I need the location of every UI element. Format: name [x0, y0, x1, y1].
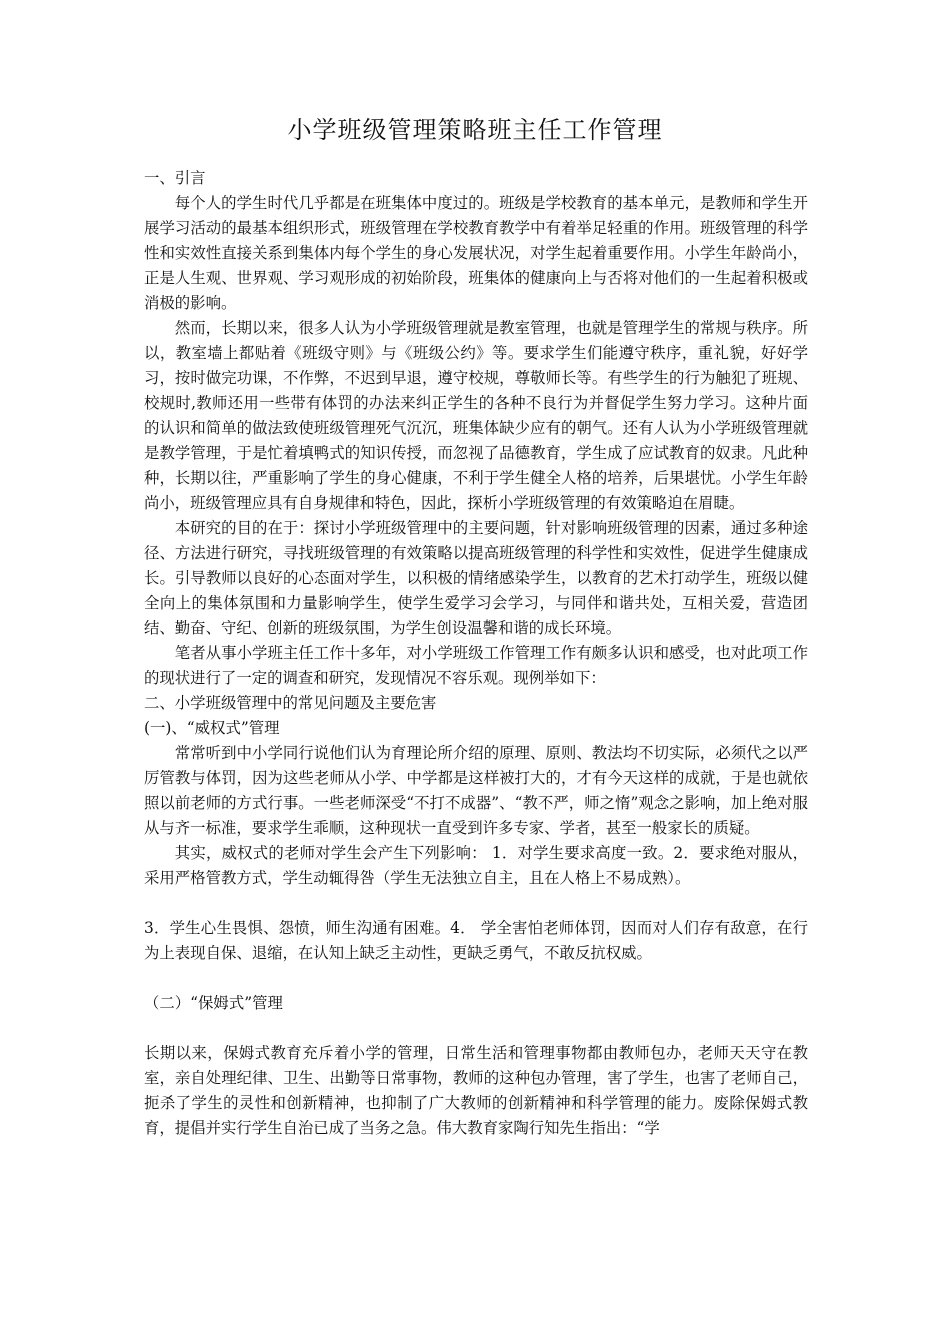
subsection-heading-authoritarian: (一)、“威权式”管理	[144, 719, 280, 737]
paragraph: 每个人的学生时代几乎都是在班集体中度过的。班级是学校教育的基本单元，是教师和学生开展学习活动的最基本组织形式，班级管理在学校教育教学中有着举足轻重的作用。班级管理的科学性和实效性直接关系到集体内每个学生的身心发展状况，对学生起着重要作用。小学生年龄尚小，正是人生观、世界观、学习观形成的初始阶段，班集体的健康向上与否将对他们的一生起着积极或消极的影响。	[144, 194, 808, 312]
section-heading-intro: 一、引言	[144, 169, 206, 187]
paragraph: 笔者从事小学班主任工作十多年，对小学班级工作管理工作有颇多认识和感受，也对此项工作的现状进行了一定的调查和研究，发现情况不容乐观。现例举如下：	[144, 644, 808, 687]
subsection-heading-nanny: （二）“保姆式”管理	[144, 994, 283, 1012]
document-body	[144, 166, 808, 1141]
paragraph: 常常听到中小学同行说他们认为育理论所介绍的原理、原则、教法均不切实际，必须代之以严厉管教与体罚，因为这些老师从小学、中学都是这样被打大的，才有今天这样的成就，于是也就依照以前老师的方式行事。一些老师深受“不打不成器”、“教不严，师之惰”观念之影响，加上绝对服从与齐一标准，要求学生乖顺，这种现状一直受到许多专家、学者，甚至一般家长的质疑。	[144, 744, 808, 837]
paragraph: 然而，长期以来，很多人认为小学班级管理就是教室管理，也就是管理学生的常规与秩序。所以，教室墙上都贴着《班级守则》与《班级公约》等。要求学生们能遵守秩序，重礼貌，好好学习，按时做完功课，不作弊，不迟到早退，遵守校规，尊敬师长等。有些学生的行为触犯了班规、校规时,教师还用一些带有体罚的办法来纠正学生的各种不良行为并督促学生努力学习。这种片面的认识和简单的做法致使班级管理死气沉沉，班集体缺少应有的朝气。还有人认为小学班级管理就是教学管理，于是忙着填鸭式的知识传授，而忽视了品德教育，学生成了应试教育的奴隶。凡此种种，长期以往，严重影响了学生的身心健康，不利于学生健全人格的培养，后果堪忧。小学生年龄尚小，班级管理应具有自身规律和特色，因此，探析小学班级管理的有效策略迫在眉睫。	[144, 319, 808, 512]
paragraph: 其实，威权式的老师对学生会产生下列影响： 1．对学生要求高度一致。2．要求绝对服从，采用严格管教方式，学生动辄得咎（学生无法独立自主，且在人格上不易成熟）。	[144, 844, 808, 887]
document-title: 小学班级管理策略班主任工作管理	[287, 116, 663, 144]
paragraph: 3．学生心生畏惧、怨愤，师生沟通有困难。4． 学全害怕老师体罚，因而对人们存有敌意，在行为上表现自保、退缩，在认知上缺乏主动性，更缺乏勇气，不敢反抗权威。	[144, 919, 808, 962]
section-heading-problems: 二、小学班级管理中的常见问题及主要危害	[144, 694, 437, 712]
paragraph: 本研究的目的在于：探讨小学班级管理中的主要问题，针对影响班级管理的因素，通过多种途径、方法进行研究，寻找班级管理的有效策略以提高班级管理的科学性和实效性，促进学生健康成长。引导教师以良好的心态面对学生，以积极的情绪感染学生，以教育的艺术打动学生，班级以健全向上的集体氛围和力量影响学生，使学生爱学习会学习，与同伴和谐共处，互相关爱，营造团结、勤奋、守纪、创新的班级氛围，为学生创设温馨和谐的成长环境。	[144, 519, 808, 637]
paragraph: 长期以来，保姆式教育充斥着小学的管理，日常生活和管理事物都由教师包办，老师天天守在教室，亲自处理纪律、卫生、出勤等日常事物，教师的这种包办管理，害了学生，也害了老师自己，扼杀了学生的灵性和创新精神，也抑制了广大教师的创新精神和科学管理的能力。废除保姆式教育，提倡并实行学生自治已成了当务之急。伟大教育家陶行知先生指出：“学	[144, 1044, 808, 1137]
